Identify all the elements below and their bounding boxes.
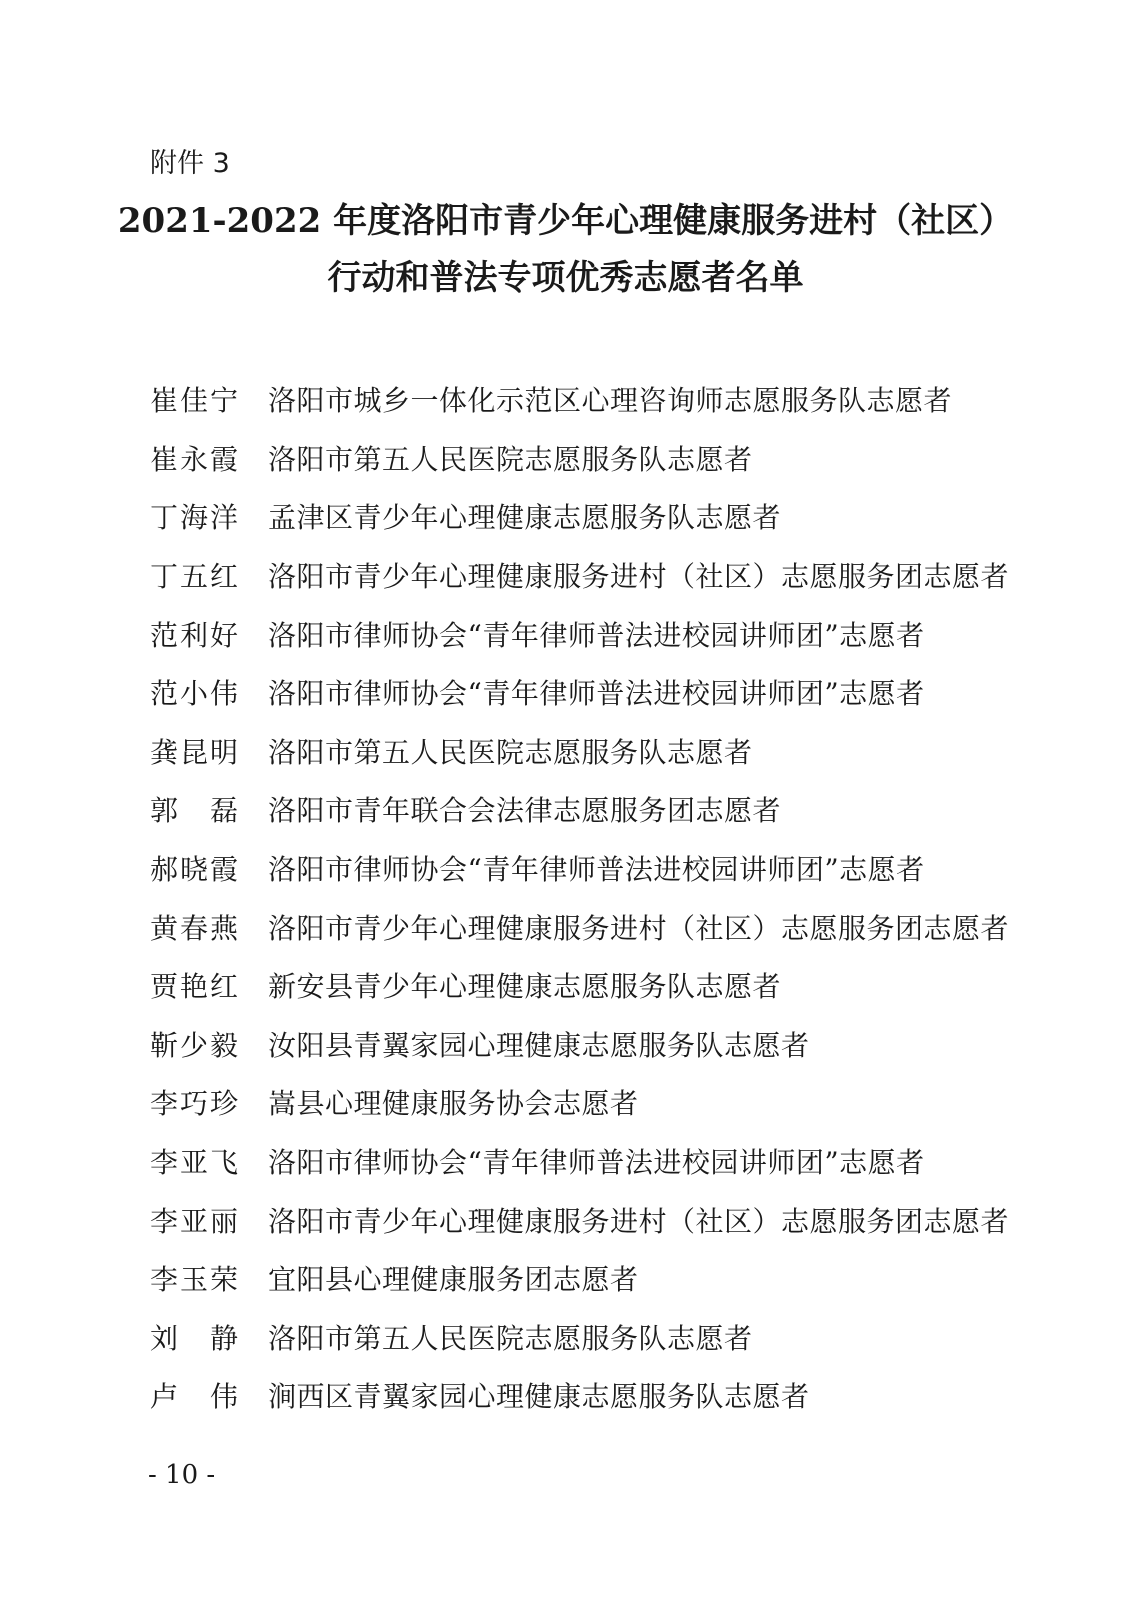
volunteer-name: 范利好: [150, 618, 238, 652]
volunteer-name: 崔佳宁: [150, 384, 238, 418]
volunteer-unit: 洛阳市律师协会“青年律师普法进校园讲师团”志愿者: [268, 618, 925, 652]
volunteer-name: 贾艳红: [150, 970, 238, 1004]
volunteer-unit: 洛阳市第五人民医院志愿服务队志愿者: [268, 1321, 753, 1355]
volunteer-unit: 洛阳市青少年心理健康服务进村（社区）志愿服务团志愿者: [268, 1204, 1010, 1238]
volunteer-unit: 新安县青少年心理健康志愿服务队志愿者: [268, 970, 782, 1004]
volunteer-name: 卢伟: [150, 1380, 238, 1414]
volunteer-list: [150, 370, 1010, 1425]
volunteer-unit: 洛阳市青年联合会法律志愿服务团志愿者: [268, 794, 782, 828]
list-item: [150, 839, 980, 898]
volunteer-name: 黄春燕: [150, 911, 238, 945]
volunteer-name: 郝晓霞: [150, 853, 238, 887]
list-item: [150, 429, 980, 488]
volunteer-name: 范小伟: [150, 677, 238, 711]
list-item: [150, 1073, 980, 1132]
volunteer-unit: 洛阳市青少年心理健康服务进村（社区）志愿服务团志愿者: [268, 560, 1010, 594]
volunteer-name: 靳少毅: [150, 1028, 238, 1062]
list-item: [150, 604, 980, 663]
list-item: [150, 487, 980, 546]
volunteer-unit: 洛阳市律师协会“青年律师普法进校园讲师团”志愿者: [268, 853, 925, 887]
volunteer-unit: 汝阳县青翼家园心理健康志愿服务队志愿者: [268, 1028, 810, 1062]
list-item: [150, 546, 1010, 605]
volunteer-unit: 洛阳市第五人民医院志愿服务队志愿者: [268, 735, 753, 769]
list-item: [150, 722, 980, 781]
volunteer-unit: 洛阳市第五人民医院志愿服务队志愿者: [268, 442, 753, 476]
attachment-label: 附件 3: [150, 148, 230, 179]
volunteer-name: 郭磊: [150, 794, 238, 828]
list-item: [150, 956, 980, 1015]
volunteer-name: 丁海洋: [150, 501, 238, 535]
document-title-line-2: 行动和普法专项优秀志愿者名单: [327, 258, 804, 298]
volunteer-name: 丁五红: [150, 560, 238, 594]
page-number: - 10 -: [148, 1460, 216, 1490]
volunteer-unit: 洛阳市律师协会“青年律师普法进校园讲师团”志愿者: [268, 677, 925, 711]
volunteer-unit: 洛阳市律师协会“青年律师普法进校园讲师团”志愿者: [268, 1146, 925, 1180]
volunteer-name: 李亚飞: [150, 1146, 238, 1180]
list-item: [150, 663, 980, 722]
volunteer-unit: 宜阳县心理健康服务团志愿者: [268, 1263, 639, 1297]
volunteer-unit: 嵩县心理健康服务协会志愿者: [268, 1087, 639, 1121]
volunteer-name: 崔永霞: [150, 442, 238, 476]
list-item: [150, 1015, 980, 1074]
list-item: [150, 780, 980, 839]
volunteer-name: 李玉荣: [150, 1263, 238, 1297]
volunteer-unit: 洛阳市城乡一体化示范区心理咨询师志愿服务队志愿者: [268, 384, 953, 418]
volunteer-unit: 孟津区青少年心理健康志愿服务队志愿者: [268, 501, 782, 535]
list-item: [150, 1366, 980, 1425]
volunteer-name: 龚昆明: [150, 735, 238, 769]
volunteer-name: 李亚丽: [150, 1204, 238, 1238]
list-item: [150, 1132, 980, 1191]
list-item: [150, 897, 1010, 956]
volunteer-unit: 洛阳市青少年心理健康服务进村（社区）志愿服务团志愿者: [268, 911, 1010, 945]
volunteer-unit: 涧西区青翼家园心理健康志愿服务队志愿者: [268, 1380, 810, 1414]
list-item: [150, 1308, 980, 1367]
list-item: [150, 370, 980, 429]
list-item: [150, 1249, 980, 1308]
list-item: [150, 1190, 1010, 1249]
volunteer-name: 刘静: [150, 1321, 238, 1355]
document-title-line-1: 2021-2022 年度洛阳市青少年心理健康服务进村（社区）: [117, 201, 1014, 241]
volunteer-name: 李巧珍: [150, 1087, 238, 1121]
